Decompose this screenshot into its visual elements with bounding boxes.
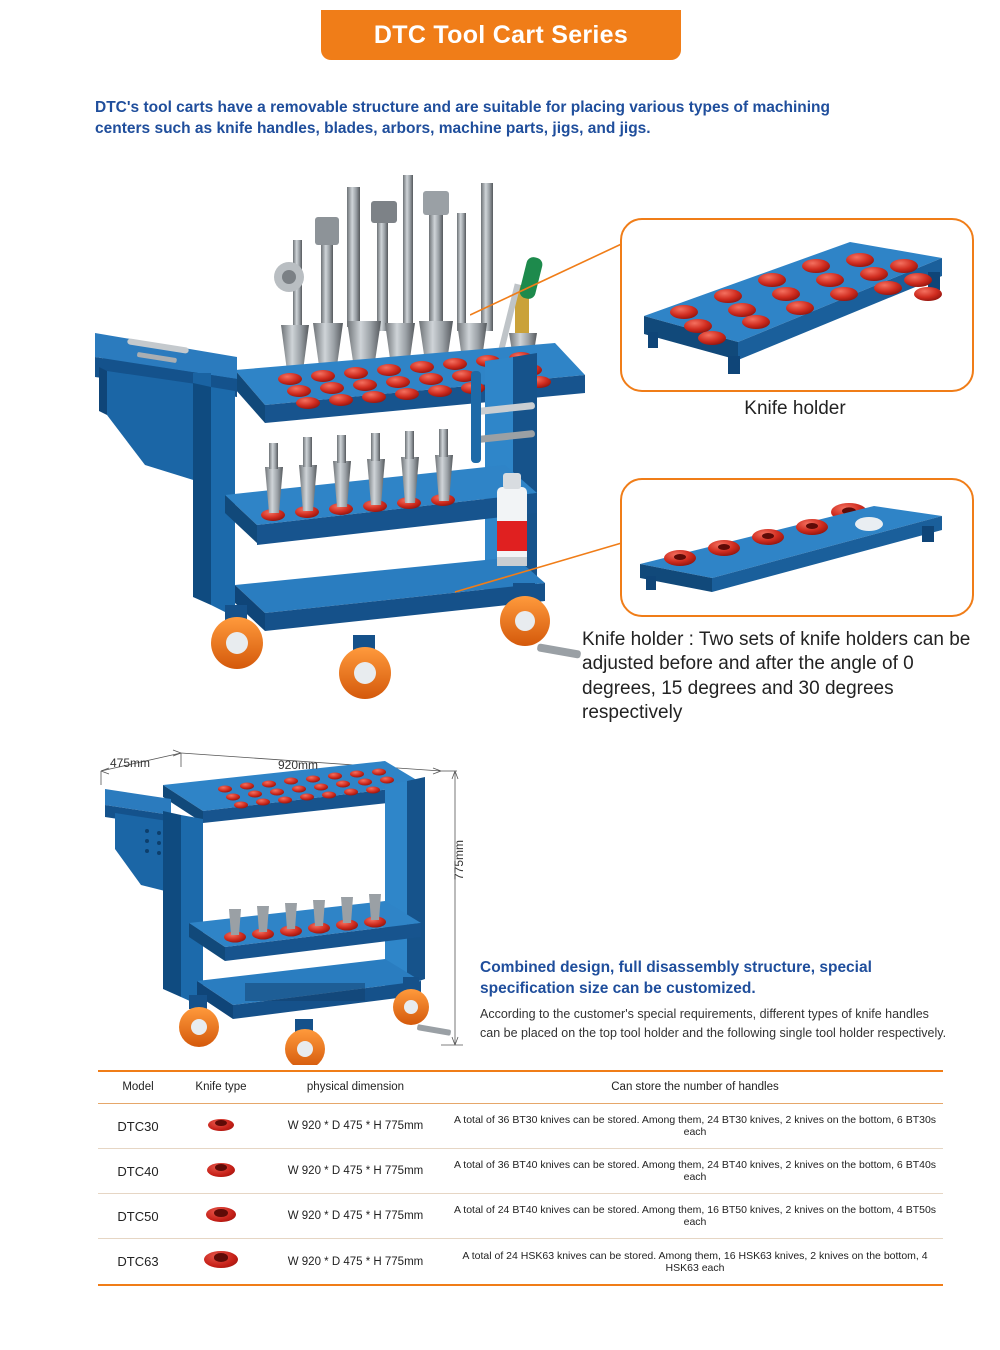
spec-table [98, 1070, 943, 1286]
cell-knife-type [178, 1104, 264, 1149]
cell-model: DTC50 [98, 1194, 178, 1239]
cell-model: DTC30 [98, 1104, 178, 1149]
spec-table-head [98, 1071, 943, 1104]
th-model: Model [98, 1071, 178, 1104]
th-physical-dimension: physical dimension [264, 1071, 447, 1104]
cell-dimension: W 920 * D 475 * H 775mm [264, 1194, 447, 1239]
cell-knife-type [178, 1194, 264, 1239]
spec-table-wrapper [98, 1070, 943, 1286]
page-title: DTC Tool Cart Series [373, 20, 629, 49]
table-row [98, 1239, 943, 1286]
table-row [98, 1149, 943, 1194]
combined-design-title: Combined design, full disassembly structure, special specification size can be customized. [480, 959, 872, 997]
knife-holder-description: Knife holder : Two sets of knife holders can be adjusted before and after the angle of 0 degrees, 15 degrees and 30 degrees respectively [582, 629, 971, 723]
table-row [98, 1194, 943, 1239]
knife-holder-ring-icon [208, 1117, 234, 1133]
combined-design-body: According to the customer's special requirements, different types of knife handles can be placed on the top tool holder and the following single tool holder respectively. [480, 1007, 947, 1041]
callout-leader-top [470, 230, 640, 320]
cart-dimension-illustration [85, 745, 485, 1065]
single-holder-bar-illustration [622, 480, 968, 611]
cell-capacity: A total of 24 HSK63 knives can be stored. Among them, 16 HSK63 knives, 2 knives on the bottom, 4 HSK63 each [447, 1239, 943, 1286]
table-header-row [98, 1071, 943, 1104]
cell-knife-type [178, 1239, 264, 1286]
knife-holder-ring-icon [204, 1249, 238, 1271]
cell-model: DTC63 [98, 1239, 178, 1286]
spec-table-body [98, 1104, 943, 1286]
knife-holder-ring-icon [206, 1205, 236, 1225]
cell-dimension: W 920 * D 475 * H 775mm [264, 1239, 447, 1286]
cell-model: DTC40 [98, 1149, 178, 1194]
cell-dimension: W 920 * D 475 * H 775mm [264, 1149, 447, 1194]
table-row [98, 1104, 943, 1149]
th-knife-type: Knife type [178, 1071, 264, 1104]
knife-holder-plate-illustration [622, 220, 968, 386]
cell-knife-type [178, 1149, 264, 1194]
intro-text: DTC's tool carts have a removable structure and are suitable for placing various types of machining centers such as knife handles, blades, arbors, machine parts, jigs, and jigs. [95, 99, 830, 137]
cell-capacity: A total of 24 BT40 knives can be stored. Among them, 16 BT50 knives, 2 knives on the bottom, 4 BT50s each [447, 1194, 943, 1239]
knife-holder-ring-icon [207, 1161, 235, 1179]
cell-dimension: W 920 * D 475 * H 775mm [264, 1104, 447, 1149]
dimension-depth-label: 475mm [110, 756, 151, 770]
dimension-height-label: 775mm [452, 839, 466, 880]
cell-capacity: A total of 36 BT40 knives can be stored. Among them, 24 BT40 knives, 2 knives on the bottom, 6 BT40s each [447, 1149, 943, 1194]
callout-knife-holder-plate [620, 218, 974, 392]
knife-holder-label: Knife holder [744, 398, 846, 419]
th-capacity: Can store the number of handles [447, 1071, 943, 1104]
callout-leader-bottom [450, 530, 630, 600]
callout-single-tool-holder [620, 478, 974, 617]
cell-capacity: A total of 36 BT30 knives can be stored. Among them, 24 BT30 knives, 2 knives on the bottom, 6 BT30s each [447, 1104, 943, 1149]
header-banner [321, 10, 681, 60]
product-photo-dimensions [85, 745, 485, 1065]
dimension-width-label: 920mm [278, 758, 319, 772]
